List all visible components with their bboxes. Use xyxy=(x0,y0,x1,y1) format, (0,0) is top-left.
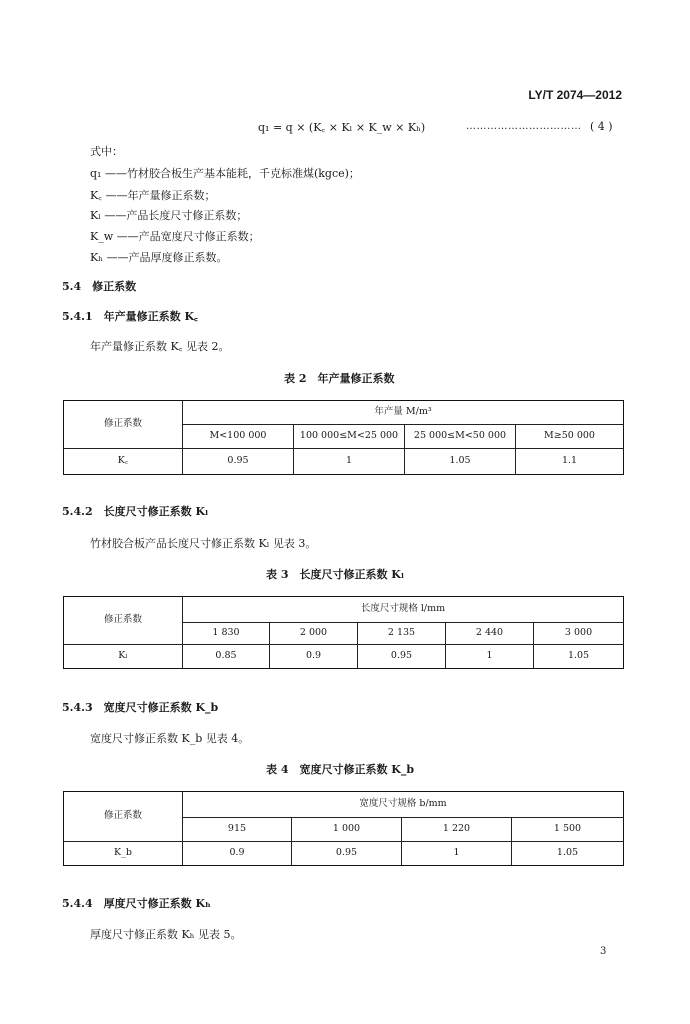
column-header-cell: M<100 000 xyxy=(183,425,294,449)
value-cell: 1.05 xyxy=(512,842,624,866)
paragraph: 厚度尺寸修正系数 Kₕ 见表 5。 xyxy=(90,928,242,941)
column-header-cell: 1 000 xyxy=(292,818,402,842)
section-heading: 5.4.1 年产量修正系数 K꜀ xyxy=(62,310,198,323)
value-cell: 1.05 xyxy=(534,645,624,669)
value-cell: 0.9 xyxy=(270,645,358,669)
column-header-cell: 2 440 xyxy=(446,623,534,645)
group-header-cell: 年产量 M/m³ xyxy=(183,401,624,425)
definition-item: K_w ——产品宽度尺寸修正系数； xyxy=(90,230,260,243)
section-heading: 5.4.4 厚度尺寸修正系数 Kₕ xyxy=(62,897,211,910)
row-header-cell: 修正系数 xyxy=(64,792,183,842)
table-caption: 表 2 年产量修正系数 xyxy=(284,372,395,385)
value-cell: 1 xyxy=(402,842,512,866)
table-2 xyxy=(63,400,624,475)
paragraph: 宽度尺寸修正系数 K_b 见表 4。 xyxy=(90,732,250,745)
value-cell: 0.95 xyxy=(183,449,294,475)
column-header-cell: 3 000 xyxy=(534,623,624,645)
value-cell: 1 xyxy=(294,449,405,475)
section-heading: 5.4.3 宽度尺寸修正系数 K_b xyxy=(62,701,219,714)
column-header-cell: 25 000≤M<50 000 xyxy=(405,425,516,449)
column-header-cell: 100 000≤M<25 000 xyxy=(294,425,405,449)
row-label-cell: K_b xyxy=(64,842,183,866)
formula-leader: …………………………… xyxy=(466,121,582,132)
value-cell: 1 xyxy=(446,645,534,669)
row-label-cell: Kₗ xyxy=(64,645,183,669)
section-heading: 5.4.2 长度尺寸修正系数 Kₗ xyxy=(62,505,209,518)
formula-number: ( 4 ) xyxy=(590,120,613,133)
column-header-cell: 2 135 xyxy=(358,623,446,645)
value-cell: 0.95 xyxy=(358,645,446,669)
definitions-intro: 式中： xyxy=(90,145,123,158)
standard-code: LY/T 2074—2012 xyxy=(528,88,622,102)
definition-item: K꜀ ——年产量修正系数； xyxy=(90,189,216,202)
page-number: 3 xyxy=(600,946,607,957)
table-caption: 表 3 长度尺寸修正系数 Kₗ xyxy=(266,568,405,581)
row-header-cell: 修正系数 xyxy=(64,401,183,449)
value-cell: 0.95 xyxy=(292,842,402,866)
value-cell: 1.1 xyxy=(516,449,624,475)
paragraph: 年产量修正系数 K꜀ 见表 2。 xyxy=(90,340,230,353)
row-header-cell: 修正系数 xyxy=(64,597,183,645)
value-cell: 0.9 xyxy=(183,842,292,866)
paragraph: 竹材胶合板产品长度尺寸修正系数 Kₗ 见表 3。 xyxy=(90,537,317,550)
column-header-cell: 2 000 xyxy=(270,623,358,645)
value-cell: 0.85 xyxy=(183,645,270,669)
column-header-cell: 1 500 xyxy=(512,818,624,842)
table-3 xyxy=(63,596,624,669)
formula: q₁ = q × (K꜀ × Kₗ × K_w × Kₕ) xyxy=(258,121,426,134)
table-caption: 表 4 宽度尺寸修正系数 K_b xyxy=(266,763,415,776)
value-cell: 1.05 xyxy=(405,449,516,475)
column-header-cell: 915 xyxy=(183,818,292,842)
group-header-cell: 宽度尺寸规格 b/mm xyxy=(183,792,624,818)
column-header-cell: M≥50 000 xyxy=(516,425,624,449)
section-heading: 5.4 修正系数 xyxy=(62,280,137,293)
group-header-cell: 长度尺寸规格 l/mm xyxy=(183,597,624,623)
table-4 xyxy=(63,791,624,866)
definition-item: Kₕ ——产品厚度修正系数。 xyxy=(90,251,228,264)
column-header-cell: 1 220 xyxy=(402,818,512,842)
definition-item: Kₗ ——产品长度尺寸修正系数； xyxy=(90,209,248,222)
column-header-cell: 1 830 xyxy=(183,623,270,645)
definition-item: q₁ ——竹材胶合板生产基本能耗，千克标准煤(kgce)； xyxy=(90,167,360,180)
row-label-cell: K꜀ xyxy=(64,449,183,475)
